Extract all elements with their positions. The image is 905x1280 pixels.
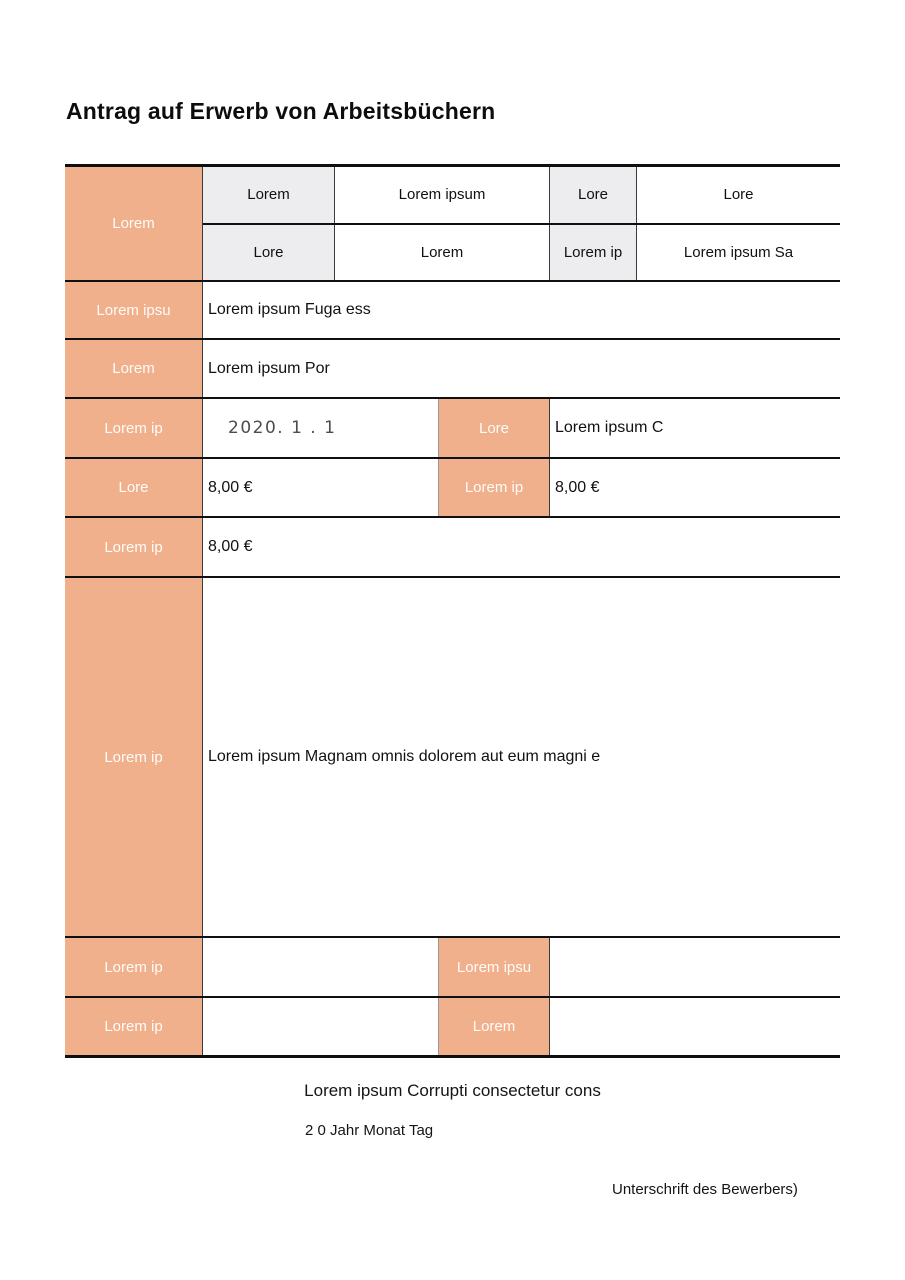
table-row-fee	[65, 459, 840, 518]
row-value-2: Lorem ipsum C	[550, 399, 840, 457]
row-value: Lorem ipsum Por	[203, 340, 840, 397]
signature-label: Unterschrift des Bewerbers)	[612, 1181, 798, 1198]
row-label: Lore	[65, 459, 203, 516]
header-corner-label: Lorem	[65, 167, 203, 280]
header-row-2	[203, 225, 840, 281]
header-cell-c1: Lore	[550, 167, 637, 223]
table-row-total	[65, 518, 840, 578]
footer-date-line: 2 0 Jahr Monat Tag	[305, 1122, 434, 1139]
footer-declaration: Lorem ipsum Corrupti consectetur cons	[304, 1081, 601, 1100]
header-cell-d1: Lore	[637, 167, 840, 223]
header-cell-a1: Lorem	[203, 167, 335, 223]
header-cell-b1: Lorem ipsum	[335, 167, 550, 223]
row-value: 8,00 €	[203, 459, 438, 516]
table-row-date	[65, 399, 840, 459]
row-label: Lorem ip	[65, 518, 203, 576]
table-row-name	[65, 282, 840, 340]
header-cell-c2: Lorem ip	[550, 225, 637, 281]
row-value	[203, 998, 438, 1055]
row-label: Lorem ip	[65, 938, 203, 996]
document-title: Antrag auf Erwerb von Arbeitsbüchern	[66, 98, 496, 124]
table-row-address	[65, 340, 840, 399]
date-value: 2020. 1 . 1	[203, 399, 438, 457]
row-value	[203, 938, 438, 996]
row-value-2	[550, 998, 840, 1055]
header-row-1	[203, 167, 840, 225]
table-header	[65, 167, 840, 282]
row-value-2	[550, 938, 840, 996]
row-value-2: 8,00 €	[550, 459, 840, 516]
row-mid-label: Lorem ip	[438, 459, 550, 516]
header-cell-b2: Lorem	[335, 225, 550, 281]
row-value: 8,00 €	[203, 518, 840, 576]
row-mid-label: Lorem	[438, 998, 550, 1055]
row-value: Lorem ipsum Magnam omnis dolorem aut eum magni e	[203, 578, 840, 936]
row-mid-label: Lorem ipsu	[438, 938, 550, 996]
header-cell-d2: Lorem ipsum Sa	[637, 225, 840, 281]
table-row-blank-2	[65, 998, 840, 1055]
application-table	[65, 164, 840, 1058]
table-row-blank-1	[65, 938, 840, 998]
row-mid-label: Lore	[438, 399, 550, 457]
row-value: Lorem ipsum Fuga ess	[203, 282, 840, 338]
row-label: Lorem ip	[65, 578, 203, 936]
row-label: Lorem	[65, 340, 203, 397]
header-cell-a2: Lore	[203, 225, 335, 281]
table-row-remarks	[65, 578, 840, 938]
row-label: Lorem ip	[65, 998, 203, 1055]
row-label: Lorem ip	[65, 399, 203, 457]
row-label: Lorem ipsu	[65, 282, 203, 338]
